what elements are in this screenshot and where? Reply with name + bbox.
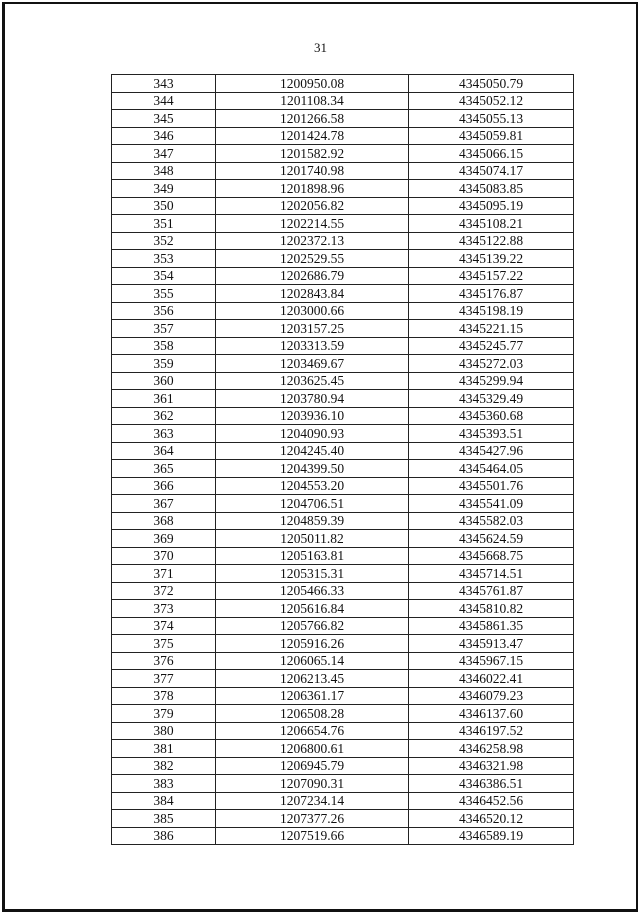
y-coordinate-cell: 4345761.87 [409,582,574,600]
table-row [112,442,574,460]
x-coordinate-cell: 1206945.79 [216,757,409,775]
y-coordinate-cell: 4345329.49 [409,390,574,408]
table-row [112,477,574,495]
y-coordinate-cell: 4345050.79 [409,75,574,93]
table-row [112,337,574,355]
point-number-cell: 349 [112,180,216,198]
y-coordinate-cell: 4345245.77 [409,337,574,355]
y-coordinate-cell: 4345052.12 [409,92,574,110]
y-coordinate-cell: 4345913.47 [409,635,574,653]
x-coordinate-cell: 1204859.39 [216,512,409,530]
table-row [112,180,574,198]
point-number-cell: 381 [112,740,216,758]
y-coordinate-cell: 4345157.22 [409,267,574,285]
x-coordinate-cell: 1206361.17 [216,687,409,705]
table-row [112,302,574,320]
point-number-cell: 348 [112,162,216,180]
page-number: 31 [314,40,327,55]
x-coordinate-cell: 1206213.45 [216,670,409,688]
point-number-cell: 363 [112,425,216,443]
x-coordinate-cell: 1207377.26 [216,810,409,828]
table-row [112,775,574,793]
y-coordinate-cell: 4346258.98 [409,740,574,758]
x-coordinate-cell: 1205466.33 [216,582,409,600]
x-coordinate-cell: 1203625.45 [216,372,409,390]
table-row [112,792,574,810]
x-coordinate-cell: 1204090.93 [216,425,409,443]
point-number-cell: 373 [112,600,216,618]
x-coordinate-cell: 1202214.55 [216,215,409,233]
point-number-cell: 367 [112,495,216,513]
point-number-cell: 385 [112,810,216,828]
y-coordinate-cell: 4345393.51 [409,425,574,443]
y-coordinate-cell: 4345108.21 [409,215,574,233]
y-coordinate-cell: 4346079.23 [409,687,574,705]
y-coordinate-cell: 4345083.85 [409,180,574,198]
x-coordinate-cell: 1201740.98 [216,162,409,180]
x-coordinate-cell: 1205766.82 [216,617,409,635]
point-number-cell: 351 [112,215,216,233]
point-number-cell: 378 [112,687,216,705]
y-coordinate-cell: 4345582.03 [409,512,574,530]
point-number-cell: 361 [112,390,216,408]
x-coordinate-cell: 1201424.78 [216,127,409,145]
table-row [112,705,574,723]
x-coordinate-cell: 1202686.79 [216,267,409,285]
y-coordinate-cell: 4345967.15 [409,652,574,670]
x-coordinate-cell: 1204245.40 [216,442,409,460]
x-coordinate-cell: 1203780.94 [216,390,409,408]
y-coordinate-cell: 4345714.51 [409,565,574,583]
point-number-cell: 383 [112,775,216,793]
point-number-cell: 358 [112,337,216,355]
table-row [112,722,574,740]
x-coordinate-cell: 1203469.67 [216,355,409,373]
table-row [112,652,574,670]
x-coordinate-cell: 1202372.13 [216,232,409,250]
x-coordinate-cell: 1204399.50 [216,460,409,478]
point-number-cell: 345 [112,110,216,128]
x-coordinate-cell: 1206508.28 [216,705,409,723]
point-number-cell: 352 [112,232,216,250]
table-row [112,460,574,478]
point-number-cell: 377 [112,670,216,688]
y-coordinate-cell: 4345055.13 [409,110,574,128]
point-number-cell: 365 [112,460,216,478]
table-row [112,320,574,338]
y-coordinate-cell: 4346321.98 [409,757,574,775]
point-number-cell: 350 [112,197,216,215]
y-coordinate-cell: 4346386.51 [409,775,574,793]
x-coordinate-cell: 1205916.26 [216,635,409,653]
x-coordinate-cell: 1201108.34 [216,92,409,110]
table-row [112,407,574,425]
y-coordinate-cell: 4345464.05 [409,460,574,478]
point-number-cell: 379 [112,705,216,723]
point-number-cell: 382 [112,757,216,775]
y-coordinate-cell: 4346589.19 [409,827,574,845]
table-row [112,162,574,180]
table-row [112,600,574,618]
point-number-cell: 343 [112,75,216,93]
point-number-cell: 362 [112,407,216,425]
y-coordinate-cell: 4345624.59 [409,530,574,548]
point-number-cell: 374 [112,617,216,635]
point-number-cell: 354 [112,267,216,285]
point-number-cell: 372 [112,582,216,600]
point-number-cell: 371 [112,565,216,583]
table-row [112,197,574,215]
y-coordinate-cell: 4346197.52 [409,722,574,740]
table-row [112,232,574,250]
table-row [112,127,574,145]
point-number-cell: 366 [112,477,216,495]
point-number-cell: 355 [112,285,216,303]
y-coordinate-cell: 4345427.96 [409,442,574,460]
point-number-cell: 375 [112,635,216,653]
x-coordinate-cell: 1205616.84 [216,600,409,618]
point-number-cell: 356 [112,302,216,320]
y-coordinate-cell: 4345122.88 [409,232,574,250]
x-coordinate-cell: 1201266.58 [216,110,409,128]
table-row [112,617,574,635]
x-coordinate-cell: 1204706.51 [216,495,409,513]
table-row [112,355,574,373]
y-coordinate-cell: 4345810.82 [409,600,574,618]
y-coordinate-cell: 4345360.68 [409,407,574,425]
table-row [112,372,574,390]
y-coordinate-cell: 4346022.41 [409,670,574,688]
x-coordinate-cell: 1201582.92 [216,145,409,163]
point-number-cell: 357 [112,320,216,338]
table-row [112,757,574,775]
table-row [112,582,574,600]
table-row [112,565,574,583]
point-number-cell: 359 [112,355,216,373]
point-number-cell: 347 [112,145,216,163]
y-coordinate-cell: 4345176.87 [409,285,574,303]
y-coordinate-cell: 4345861.35 [409,617,574,635]
x-coordinate-cell: 1203000.66 [216,302,409,320]
x-coordinate-cell: 1203313.59 [216,337,409,355]
point-number-cell: 344 [112,92,216,110]
x-coordinate-cell: 1207234.14 [216,792,409,810]
y-coordinate-cell: 4345074.17 [409,162,574,180]
table-row [112,390,574,408]
document-page [2,2,638,912]
y-coordinate-cell: 4345299.94 [409,372,574,390]
x-coordinate-cell: 1206654.76 [216,722,409,740]
point-number-cell: 376 [112,652,216,670]
y-coordinate-cell: 4345272.03 [409,355,574,373]
table-row [112,92,574,110]
table-row [112,670,574,688]
x-coordinate-cell: 1203936.10 [216,407,409,425]
point-number-cell: 384 [112,792,216,810]
table-row [112,110,574,128]
table-row [112,530,574,548]
table-row [112,687,574,705]
table-row [112,495,574,513]
table-row [112,215,574,233]
y-coordinate-cell: 4345059.81 [409,127,574,145]
y-coordinate-cell: 4345541.09 [409,495,574,513]
point-number-cell: 353 [112,250,216,268]
x-coordinate-cell: 1205163.81 [216,547,409,565]
x-coordinate-cell: 1202056.82 [216,197,409,215]
table-row [112,267,574,285]
y-coordinate-cell: 4345139.22 [409,250,574,268]
x-coordinate-cell: 1201898.96 [216,180,409,198]
x-coordinate-cell: 1206065.14 [216,652,409,670]
y-coordinate-cell: 4345668.75 [409,547,574,565]
y-coordinate-cell: 4345501.76 [409,477,574,495]
table-row [112,425,574,443]
x-coordinate-cell: 1200950.08 [216,75,409,93]
point-number-cell: 346 [112,127,216,145]
table-row [112,635,574,653]
y-coordinate-cell: 4345221.15 [409,320,574,338]
table-row [112,827,574,845]
point-number-cell: 380 [112,722,216,740]
x-coordinate-cell: 1202529.55 [216,250,409,268]
x-coordinate-cell: 1202843.84 [216,285,409,303]
coordinates-table [111,74,574,845]
table-row [112,250,574,268]
table-row [112,285,574,303]
point-number-cell: 369 [112,530,216,548]
table-row [112,75,574,93]
y-coordinate-cell: 4346452.56 [409,792,574,810]
y-coordinate-cell: 4346520.12 [409,810,574,828]
y-coordinate-cell: 4345095.19 [409,197,574,215]
point-number-cell: 364 [112,442,216,460]
table-row [112,145,574,163]
point-number-cell: 368 [112,512,216,530]
y-coordinate-cell: 4346137.60 [409,705,574,723]
y-coordinate-cell: 4345198.19 [409,302,574,320]
point-number-cell: 386 [112,827,216,845]
point-number-cell: 360 [112,372,216,390]
x-coordinate-cell: 1207090.31 [216,775,409,793]
x-coordinate-cell: 1204553.20 [216,477,409,495]
x-coordinate-cell: 1205315.31 [216,565,409,583]
y-coordinate-cell: 4345066.15 [409,145,574,163]
table-row [112,810,574,828]
point-number-cell: 370 [112,547,216,565]
x-coordinate-cell: 1203157.25 [216,320,409,338]
table-row [112,740,574,758]
x-coordinate-cell: 1205011.82 [216,530,409,548]
table-row [112,547,574,565]
coordinates-table-body [112,75,574,845]
table-row [112,512,574,530]
x-coordinate-cell: 1207519.66 [216,827,409,845]
x-coordinate-cell: 1206800.61 [216,740,409,758]
